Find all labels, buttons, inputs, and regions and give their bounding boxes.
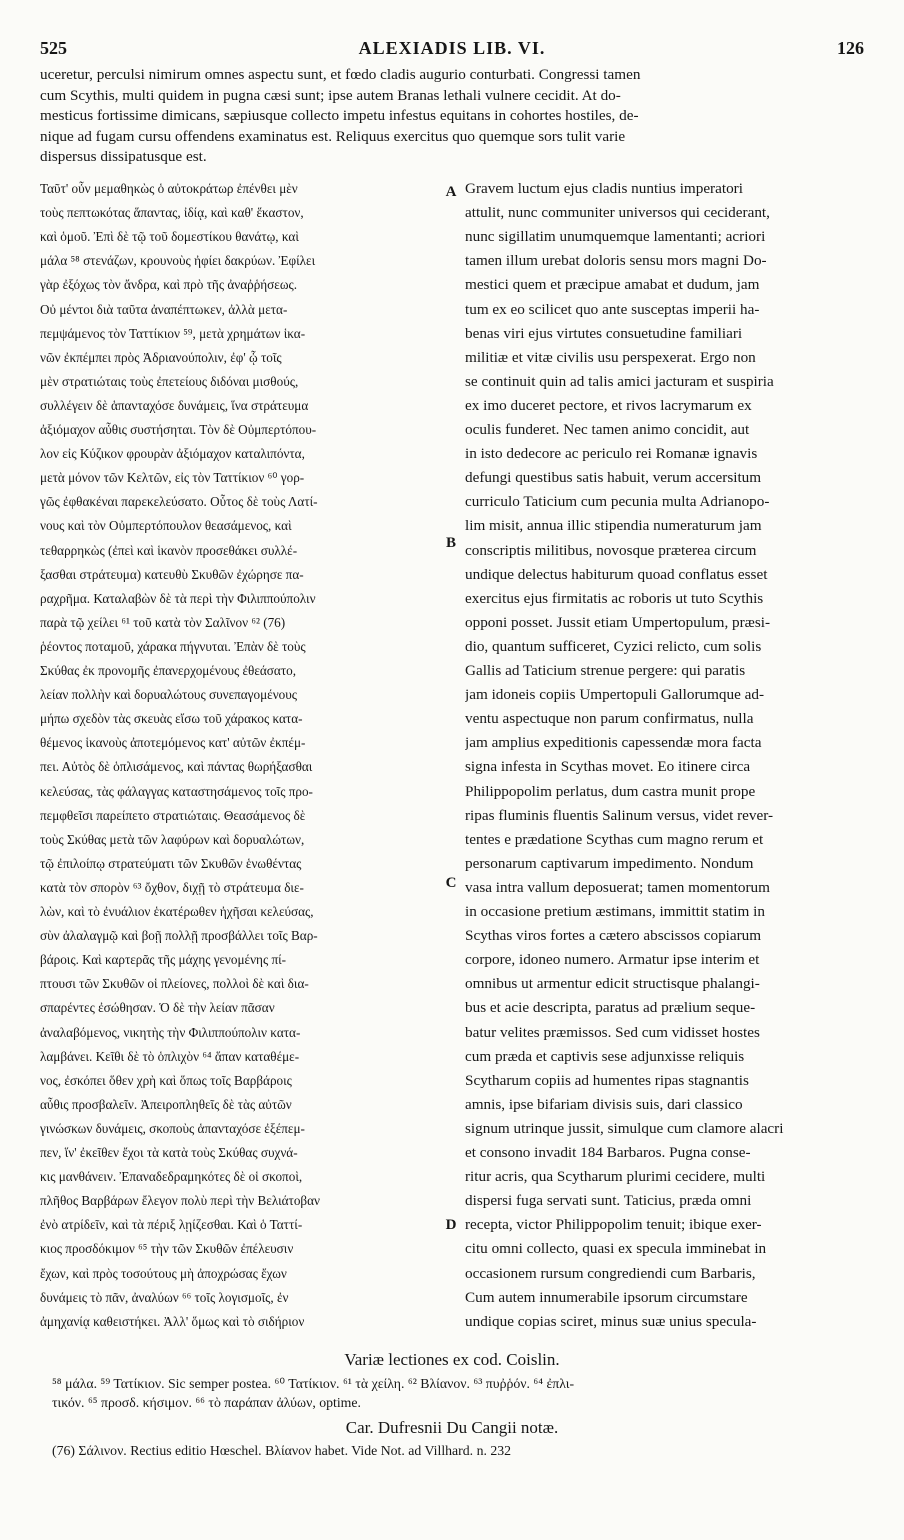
greek-line: δυνάμεις τὸ πᾶν, ἀναλύων ⁶⁶ τοῖς λογισμοῖς, ἐν: [40, 1289, 289, 1305]
latin-line: batur velites præmissos. Sed cum vidisset hostes: [465, 1023, 760, 1041]
latin-line: se continuit quin ad talis amici jacturam et suspiria: [465, 372, 774, 390]
variant-line: ⁵⁸ μάλα. ⁵⁹ Τατίκιον. Sic semper postea. ⁶⁰ Τατίκιον. ⁶¹ τὰ χείλη. ⁶² Βλίανον. ⁶³ πυῤῥόν. ⁶⁴ ἐπλι-: [52, 1376, 575, 1391]
greek-line: τοὺς πεπτωκότας ἅπαντας, ἰδίᾳ, καὶ καθ' ἕκαστον,: [40, 205, 304, 221]
variant-line: τικόν. ⁶⁵ προσδ. κήσιμον. ⁶⁶ τὸ παράπαν ἀλύων, optime.: [52, 1395, 361, 1410]
intro-line: mesticus fortissime dimicans, sæpiusque collecto impetu infestus equitans in cohortes hostiles, de-: [40, 107, 639, 124]
latin-line: lim misit, annua illic stipendia numeraturum jam: [465, 517, 762, 535]
page-number-right: 126: [837, 38, 864, 58]
latin-line: tamen illum urebat doloris sensu mors magni Do-: [465, 252, 767, 270]
latin-line: cum præda et captivis sese adjunxisse reliquis: [465, 1047, 745, 1065]
latin-line: vasa intra vallum deposuerat; tamen momentorum: [465, 878, 770, 896]
latin-line: ex imo duceret pectore, et rivos lacrymarum ex: [465, 396, 752, 414]
latin-line: recepta, victor Philippopolim tenuit; ibique exer-: [465, 1216, 762, 1234]
greek-line: κιος προσδόκιμον ⁶⁵ τὴν τῶν Σκυθῶν ἐπέλευσιν: [40, 1241, 294, 1257]
greek-line: σὺν ἀλαλαγμῷ καὶ βοῇ πολλῇ προσβάλλει τοῖς Βαρ-: [40, 928, 318, 944]
greek-line: ραχρῆμα. Καταλαβὼν δὲ τὰ περὶ τὴν Φιλιππούπολιν: [40, 590, 316, 606]
greek-line: μάλα ⁵⁸ στενάζων, κρουνοὺς ἠφίει δακρύων. Ἐφίλει: [40, 253, 316, 269]
greek-line: ἀμηχανίᾳ καθειστήκει. Ἀλλ' ὅμως καὶ τὸ σιδήριον: [40, 1313, 305, 1329]
margin-marker: D: [445, 1217, 457, 1233]
intro-line: dispersus dissipatusque est.: [40, 148, 207, 165]
greek-line: Ταῦτ' οὖν μεμαθηκὼς ὁ αὐτοκράτωρ ἐπένθει μὲν: [40, 181, 298, 196]
latin-line: ventu aspectuque non parum confirmatus, nulla: [465, 710, 754, 728]
latin-line: defungi questibus satis habuit, verum accersitum: [465, 469, 762, 487]
latin-line: benas viri ejus virtutes consuetudine familiari: [465, 324, 743, 342]
latin-line: attulit, nunc communiter universos qui ceciderant,: [465, 204, 770, 222]
latin-line: tum ex eo scilicet quo ante susceptas imperii ha-: [465, 300, 760, 318]
latin-line: tentes e prædatione Scythas cum magno rerum et: [465, 830, 764, 848]
latin-line: exercitus ejus firmitatis ac roboris ut tuto Scythis: [465, 589, 764, 607]
latin-line: Scythas viros fortes a cætero abscissos copiarum: [465, 927, 762, 945]
greek-line: πτουσι τῶν Σκυθῶν οἱ πλείονες, πολλοὶ δὲ καὶ δια-: [40, 976, 309, 992]
greek-line: γὰρ ἐξόχως τὸν ἄνδρα, καὶ πρὸ τῆς ἀναῤῥήσεως.: [40, 277, 298, 293]
greek-line: κελεύσας, τὰς φάλαγγας καταστησάμενος τοῖς προ-: [40, 783, 313, 799]
greek-line: σπαρέντες ἐσώθησαν. Ὁ δὲ τὴν λείαν πᾶσαν: [40, 1000, 275, 1016]
running-title: ALEXIADIS LIB. VI.: [358, 38, 546, 58]
greek-line: ἀξιόμαχον αὖθις συστήσηται. Τὸν δὲ Οὐμπερτόπου-: [40, 422, 317, 437]
latin-line: omnibus ut armentur edicit structisque phalangi-: [465, 975, 760, 993]
greek-line: νῶν ἐκπέμπει πρὸς Ἀδριανούπολιν, ἐφ' ᾧ τοῖς: [40, 349, 282, 365]
greek-line: ξασθαι στράτευμα) κατευθὺ Σκυθῶν ἐχώρησε πα-: [40, 566, 304, 582]
latin-line: Cum autem innumerabile ipsorum circumstare: [465, 1288, 748, 1306]
latin-line: dispersi fuga servati sunt. Taticius, præda omni: [465, 1192, 752, 1210]
greek-line: πει. Αὐτὸς δὲ ὁπλισάμενος, καὶ πάντας θωρήξασθαι: [40, 759, 313, 775]
greek-line: πεμψάμενος τὸν Ταττίκιον ⁵⁹, μετὰ χρημάτων ἱκα-: [40, 325, 306, 341]
latin-line: jam amplius expeditionis capessendæ mora facta: [465, 734, 762, 752]
greek-line: ἔχων, καὶ πρὸς τοσούτους μὴ ἀποχρώσας ἔχων: [40, 1265, 287, 1281]
greek-line: νους καὶ τὸν Οὐμπερτόπουλον θεασάμενος, καὶ: [40, 518, 292, 534]
greek-line: Οὐ μέντοι διὰ ταῦτα ἀναπέπτωκεν, ἀλλὰ μετα-: [40, 301, 288, 317]
latin-line: conscriptis militibus, novosque præterea circum: [465, 541, 757, 559]
latin-line: occasionem rursum congrediendi cum Barbaris,: [465, 1264, 756, 1282]
latin-line: amnis, ipse bifariam divisis suis, dari classico: [465, 1095, 743, 1113]
latin-line: in occasione pretium æstimans, immittit statim in: [465, 903, 765, 920]
latin-line: in isto dedecore ac periculo rei Romanæ ignavis: [465, 445, 758, 463]
greek-line: ἀναλαβόμενος, νικητὴς τὴν Φιλιππούπολιν κατα-: [40, 1024, 301, 1040]
latin-line: oculis funderet. Nec tamen animo concidit, aut: [465, 421, 750, 438]
latin-line: personarum captivarum impedimento. Nondum: [465, 854, 754, 872]
greek-line: μετὰ μόνον τῶν Κελτῶν, εἰς τὸν Ταττίκιον ⁶⁰ γορ-: [40, 470, 305, 486]
latin-line: bus et acie descripta, paratus ad prælium seque-: [465, 999, 756, 1017]
greek-line: καὶ ὁμοῦ. Ἐπὶ δὲ τῷ τοῦ δομεστίκου θανάτῳ, καὶ: [40, 229, 299, 245]
greek-line: λείαν πολλὴν καὶ δορυαλώτους συνεπαγομένους: [40, 687, 298, 703]
greek-line: θέμενος ἱκανοὺς ἀποτεμόμενος κατ' αὐτῶν ἐκπέμ-: [40, 735, 306, 751]
greek-line: κατὰ τὸν σπορὸν ⁶³ ὄχθον, διχῇ τὸ στράτευμα διε-: [40, 879, 304, 895]
greek-line: γινώσκων δυνάμεις, σκοποὺς ἁπανταχόσε ἐξέπεμ-: [40, 1120, 305, 1136]
greek-line: λον εἰς Κύζικον φρουρὰν ἀξιόμαχον καταλιπόντα,: [40, 446, 305, 462]
latin-line: militiæ et vitæ civilis usu perspexerat. Ergo non: [465, 348, 756, 366]
greek-line: πεμφθεῖσι παρείπετο στρατιώταις. Θεασάμενος δὲ: [40, 807, 306, 823]
greek-line: ἐνὸ ατρίδεῖν, καὶ τὰ πέριξ λῃίζεσθαι. Καὶ ὁ Ταττί-: [40, 1217, 303, 1233]
intro-line: cum Scythis, multi quidem in pugna cæsi sunt; ipse autem Branas lethali vulnere cecidit. At do-: [40, 86, 621, 104]
latin-line: corpore, idoneo numero. Armatur ipse interim et: [465, 951, 760, 969]
latin-line: Gallis ad Taticium strenue pergere: qui paratis: [465, 662, 746, 679]
greek-line: τοὺς Σκύθας μετὰ τῶν λαφύρων καὶ δορυαλώτων,: [40, 831, 305, 847]
latin-line: signum utrinque jussit, simulque cum clamore alacri: [465, 1119, 784, 1137]
greek-line: γῶς ἐφθακέναι παρεκελεύσατο. Οὗτος δὲ τοὺς Λατί-: [40, 494, 318, 510]
greek-line: βάροις. Καὶ καρτερᾶς τῆς μάχης γενομένης πί-: [40, 952, 287, 968]
greek-line: παρὰ τῷ χείλει ⁶¹ τοῦ κατὰ τὸν Σαλῖνον ⁶² (76): [40, 614, 286, 630]
margin-marker: A: [445, 184, 457, 200]
intro-line: nique ad fugam cursu offendens examinatus est. Reliquus exercitus quo quemque sors tulit varie: [40, 127, 626, 145]
latin-line: ritur acris, qua Scytharum plurimi cecidere, multi: [465, 1168, 766, 1186]
nota-line: (76) Σάλινον. Rectius editio Hœschel. Βλίανον habet. Vide Not. ad Villhard. n. 232: [52, 1443, 512, 1458]
latin-line: dio, quantum sufficeret, Cyzici relicto, cum solis: [465, 637, 762, 655]
latin-line: nunc sigillatim unumquemque lamentanti; acriori: [465, 228, 766, 246]
latin-line: undique copias sciret, minus suæ unius specula-: [465, 1312, 757, 1330]
margin-marker: B: [445, 535, 456, 551]
margin-marker: C: [445, 875, 457, 891]
latin-line: undique delectus habiturum quoad conflatus esset: [465, 565, 768, 583]
greek-line: τεθαρρηκὼς (ἐπεὶ καὶ ἱκανὸν προσεθάκει συλλέ-: [40, 542, 298, 558]
latin-line: opponi posset. Jussit etiam Umpertopulum, præsi-: [465, 613, 771, 631]
latin-line: curriculo Taticium cum pecunia multa Adrianopo-: [465, 493, 770, 511]
greek-line: νος, ἐσκόπει ὅθεν χρὴ καὶ ὅπως τοῖς Βαρβάροις: [40, 1072, 292, 1088]
greek-line: Σκύθας ἐκ προνομῆς ἐπανερχομένους ἐθεάσατο,: [40, 663, 297, 678]
latin-line: citu omni collecto, quasi ex specula imminebat in: [465, 1240, 767, 1258]
intro-line: uceretur, perculsi nimirum omnes aspectu sunt, et fœdo cladis augurio conturbati. Congressi tamen: [40, 66, 641, 83]
latin-line: et consono invadit 184 Barbaros. Pugna conse-: [465, 1144, 751, 1161]
latin-line: ripas fluminis fluentis Salinum versus, videt rever-: [465, 806, 774, 824]
variae-heading: Variæ lectiones ex cod. Coislin.: [344, 1350, 560, 1369]
greek-line: συλλέγειν δὲ ἁπανταχόσε δυνάμεις, ἵνα στράτευμα: [40, 397, 309, 413]
latin-line: signa infesta in Scythas movet. Eo itinere circa: [465, 758, 751, 776]
greek-line: πλῆθος Βαρβάρων ἔλεγον πολὺ περὶ τὴν Βελιάτοβαν: [40, 1193, 321, 1209]
greek-line: λὼν, καὶ τὸ ἐνυάλιον ἑκατέρωθεν ἠχῆσαι κελεύσας,: [40, 904, 314, 919]
greek-line: λαμβάνει. Κεῖθι δὲ τὸ ὁπλιχὸν ⁶⁴ ἅπαν καταθέμε-: [40, 1048, 300, 1064]
greek-line: κις μανθάνειν. Ἐπαναδεδραμηκότες δὲ οἱ σκοποὶ,: [40, 1169, 303, 1185]
latin-line: mestici quem et præcipue amabat et dudum, jam: [465, 276, 760, 294]
greek-line: ῥέοντος ποταμοῦ, χάρακα πήγνυται. Ἐπὰν δὲ τοὺς: [40, 638, 306, 654]
latin-line: Gravem luctum ejus cladis nuntius imperatori: [465, 180, 743, 197]
page-number-left: 525: [40, 38, 67, 58]
greek-line: μὲν στρατιώταις τοὺς ἐπετείους διδόναι μισθούς,: [40, 373, 299, 389]
notae-heading: Car. Dufresnii Du Cangii notæ.: [345, 1418, 559, 1437]
greek-line: τῷ ἐπιλοίπῳ στρατεύματι τῶν Σκυθῶν ἑνωθέντας: [40, 855, 302, 871]
running-header: [40, 38, 864, 64]
greek-line: μήπω σχεδὸν τὰς σκευὰς εἴσω τοῦ χάρακος κατα-: [40, 711, 303, 727]
latin-line: Scytharum copiis ad humentes ripas stagnantis: [465, 1071, 749, 1089]
greek-line: πεν, ἵν' ἐκεῖθεν ἔχοι τὰ κατὰ τοὺς Σκύθας συχνά-: [40, 1145, 298, 1160]
latin-line: jam idoneis copiis Umpertopuli Gallorumque ad-: [465, 686, 765, 704]
latin-line: Philippopolim perlatus, dum castra munit prope: [465, 782, 756, 800]
greek-line: αὖθις προσβαλεῖν. Ἀπειροπληθεῖς δὲ τὰς αὐτῶν: [40, 1096, 292, 1112]
